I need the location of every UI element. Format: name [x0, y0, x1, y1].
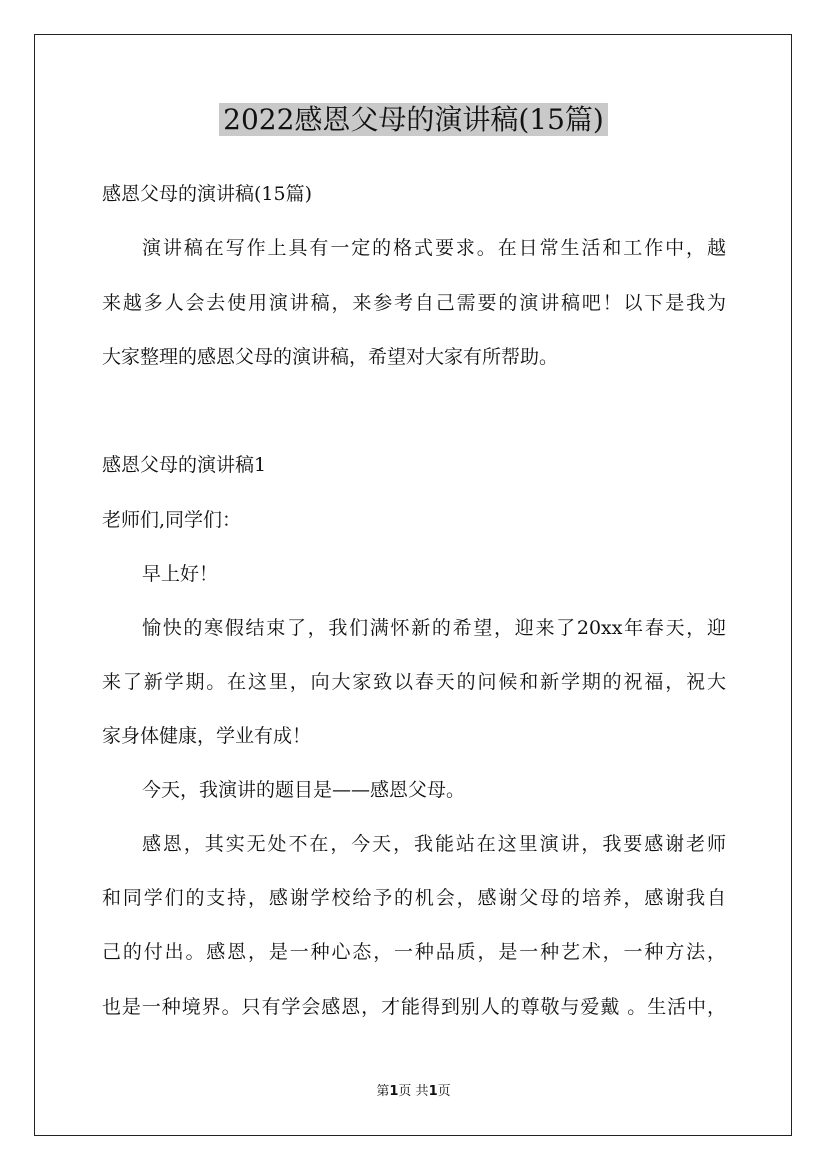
footer-page-current: 1	[389, 1084, 399, 1099]
paragraph3-line-2: 和同学们的支持，感谢学校给予的机会，感谢父母的培养，感谢我自	[102, 887, 726, 909]
intro-line-1: 演讲稿在写作上具有一定的格式要求。在日常生活和工作中，越	[142, 237, 726, 259]
section-heading: 感恩父母的演讲稿1	[102, 454, 267, 476]
footer-page-total: 1	[428, 1084, 438, 1099]
paragraph1-line-2: 来了新学期。在这里，向大家致以春天的问候和新学期的祝福，祝大	[102, 671, 726, 693]
document-title	[0, 100, 827, 140]
paragraph1-line-1: 愉快的寒假结束了，我们满怀新的希望，迎来了20xx年春天，迎	[142, 617, 726, 639]
paragraph2-line-1: 今天，我演讲的题目是——感恩父母。	[142, 779, 466, 801]
intro-line-2: 来越多人会去使用演讲稿，来参考自己需要的演讲稿吧！以下是我为	[102, 292, 726, 314]
paragraph1-line-3: 家身体健康，学业有成！	[102, 725, 312, 747]
document-title-text: 2022感恩父母的演讲稿(15篇)	[219, 103, 608, 136]
paragraph3-line-4: 也是一种境界。只有学会感恩，才能得到别人的尊敬与爱戴 。生活中，	[102, 996, 726, 1018]
intro-line-3: 大家整理的感恩父母的演讲稿，希望对大家有所帮助。	[102, 346, 559, 368]
document-subtitle: 感恩父母的演讲稿(15篇)	[102, 183, 313, 205]
page-footer	[0, 1083, 827, 1101]
paragraph3-line-3: 己的付出。感恩，是一种心态，一种品质，是一种艺术，一种方法，	[102, 941, 726, 963]
salutation: 老师们,同学们：	[102, 509, 242, 531]
footer-prefix: 第	[376, 1084, 390, 1099]
paragraph3-line-1: 感恩，其实无处不在，今天，我能站在这里演讲，我要感谢老师	[142, 833, 726, 855]
footer-suffix: 页	[437, 1084, 451, 1099]
footer-mid: 页 共	[398, 1084, 429, 1099]
greeting: 早上好！	[142, 563, 219, 585]
